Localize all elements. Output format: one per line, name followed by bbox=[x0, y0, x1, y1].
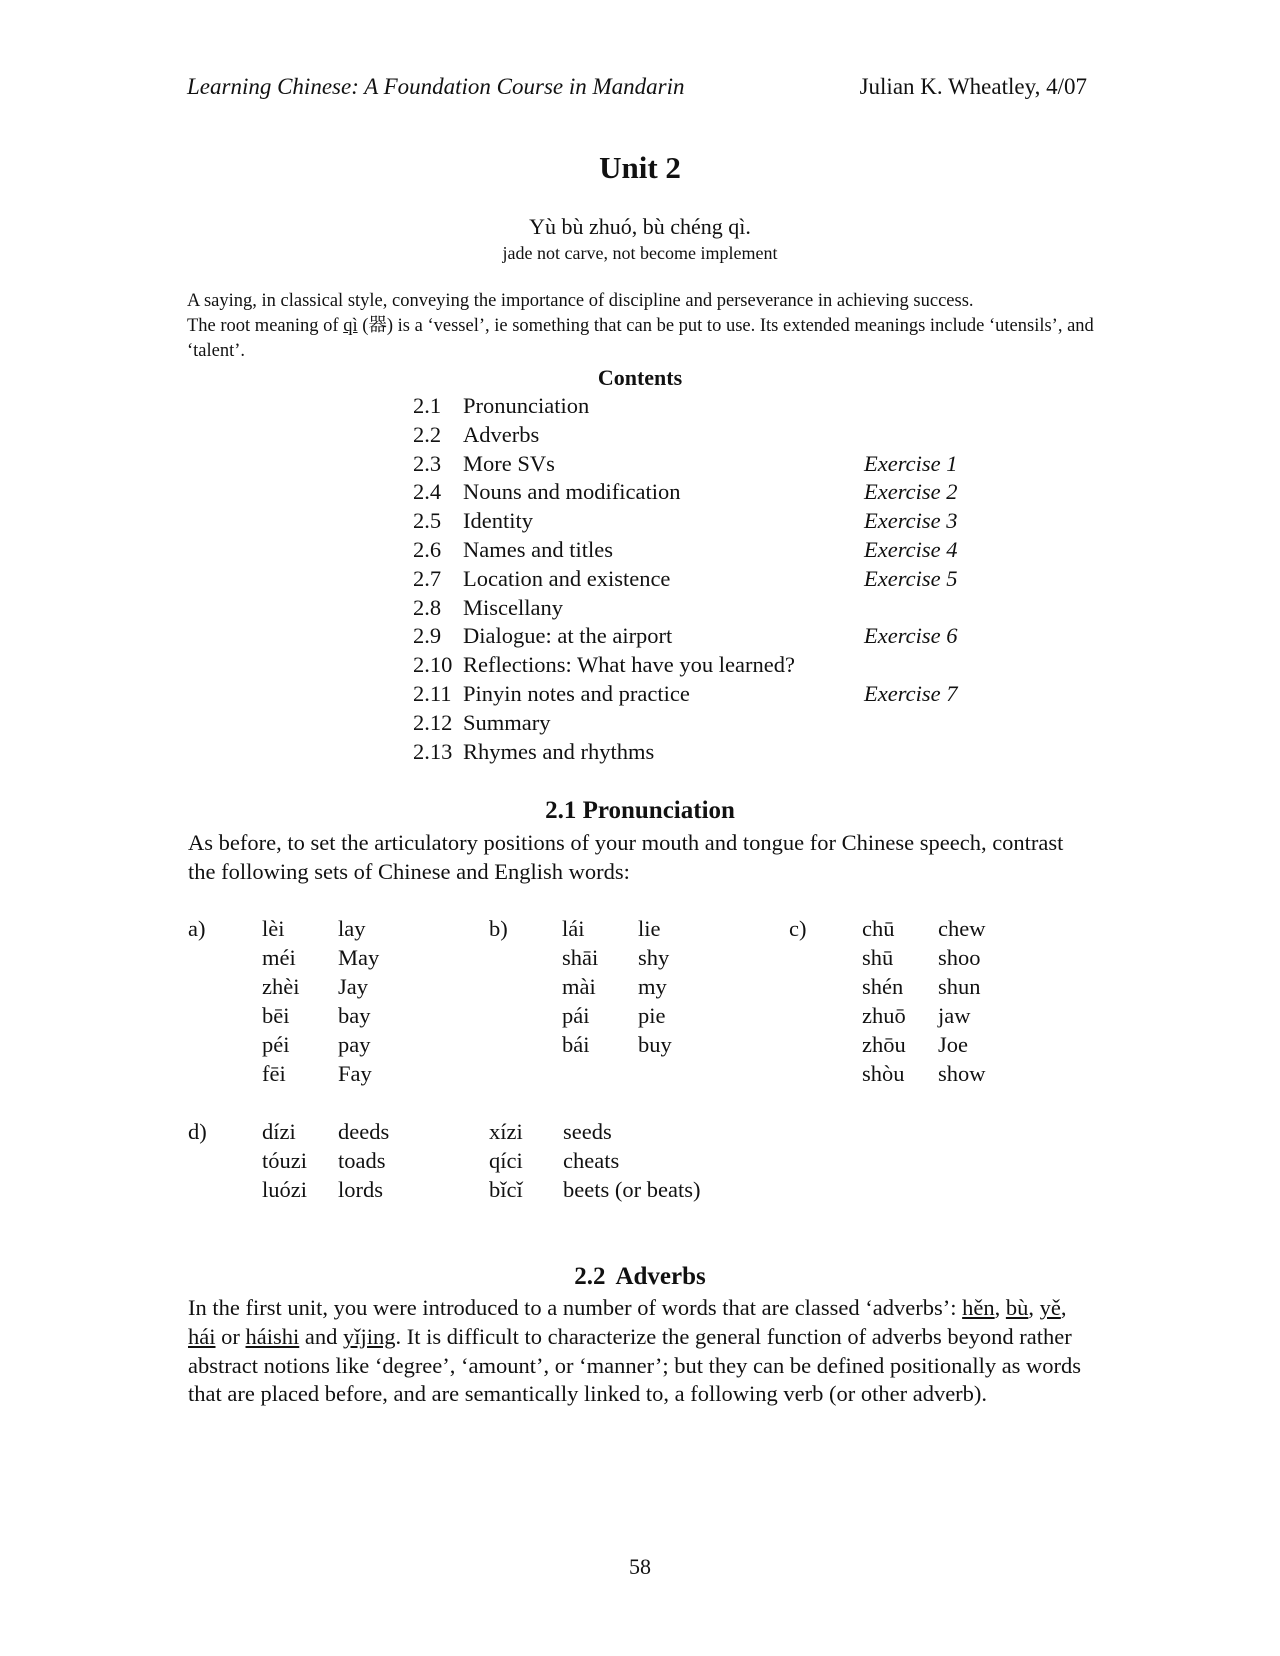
toc-title: Nouns and modification bbox=[463, 479, 681, 505]
group-b-label: b) bbox=[489, 916, 508, 941]
english-word: seeds bbox=[563, 1119, 612, 1144]
intro-qi-char: (器) bbox=[357, 316, 394, 336]
english-word: pay bbox=[338, 1032, 371, 1057]
chinese-word: qíci bbox=[489, 1148, 523, 1173]
toc-exercise: Exercise 5 bbox=[864, 565, 958, 591]
toc-title: Pronunciation bbox=[463, 393, 590, 418]
chinese-word: méi bbox=[262, 945, 296, 970]
adverb-word: háishi bbox=[245, 1323, 300, 1349]
separator: and bbox=[299, 1323, 343, 1349]
toc-title: Identity bbox=[463, 508, 533, 534]
adverb-word: bù bbox=[1005, 1295, 1029, 1320]
separator: , bbox=[994, 1295, 1006, 1320]
english-word: lie bbox=[638, 916, 661, 941]
toc-number: 2.8 bbox=[413, 594, 442, 620]
toc-number: 2.4 bbox=[413, 479, 442, 505]
english-word: shy bbox=[638, 945, 670, 970]
english-word: my bbox=[638, 974, 667, 999]
group-d-label: d) bbox=[188, 1119, 207, 1144]
pronunciation-paragraph: As before, to set the articulatory positions of your mouth and tongue for Chinese speech, contrast the following sets of Chinese and English words: bbox=[188, 830, 1064, 884]
english-word: May bbox=[338, 945, 380, 970]
toc-number: 2.6 bbox=[413, 536, 442, 562]
intro-paragraph bbox=[187, 289, 1097, 364]
chinese-word: shāi bbox=[562, 945, 599, 970]
toc-row[interactable] bbox=[413, 392, 993, 421]
chinese-word: bái bbox=[562, 1032, 590, 1057]
saying-pinyin: Yù bù zhuó, bù chéng qì. bbox=[529, 214, 751, 239]
english-word: beets (or beats) bbox=[563, 1177, 701, 1202]
toc-title: Summary bbox=[463, 709, 551, 735]
chinese-word: shén bbox=[862, 974, 904, 999]
chinese-word: lèi bbox=[262, 916, 285, 941]
adverb-word: yǐjing bbox=[343, 1323, 396, 1349]
english-word: show bbox=[938, 1061, 986, 1086]
toc-title: Reflections: What have you learned? bbox=[463, 652, 795, 678]
book-title: Learning Chinese: A Foundation Course in Mandarin bbox=[187, 74, 685, 99]
chinese-word: zhuō bbox=[862, 1003, 906, 1028]
saying-gloss: jade not carve, not become implement bbox=[502, 243, 778, 263]
toc-title: Adverbs bbox=[463, 421, 540, 447]
toc-exercise: Exercise 3 bbox=[864, 508, 958, 534]
contents-heading: Contents bbox=[597, 365, 683, 390]
toc-row[interactable] bbox=[413, 680, 993, 709]
adverbs-title-number: 2.2 bbox=[574, 1263, 606, 1290]
english-word: Jay bbox=[338, 974, 368, 999]
english-word: lords bbox=[338, 1177, 383, 1202]
chinese-word: dízi bbox=[262, 1119, 296, 1144]
toc-row[interactable] bbox=[413, 421, 993, 450]
english-word: pie bbox=[638, 1003, 666, 1028]
chinese-word: zhèi bbox=[262, 974, 300, 999]
adverbs-paragraph bbox=[188, 1294, 1088, 1409]
toc-title: Pinyin notes and practice bbox=[463, 680, 690, 706]
table-of-contents bbox=[413, 392, 993, 766]
chinese-word: bǐcǐ bbox=[489, 1177, 523, 1202]
toc-row[interactable] bbox=[413, 622, 993, 651]
section-pronunciation-title: 2.1 Pronunciation bbox=[545, 797, 735, 824]
chinese-word: chū bbox=[862, 916, 895, 941]
toc-row[interactable] bbox=[413, 450, 993, 479]
adverb-word: yě bbox=[1039, 1295, 1061, 1320]
chinese-word: xízi bbox=[489, 1119, 523, 1144]
toc-title: Location and existence bbox=[463, 565, 671, 591]
toc-number: 2.13 bbox=[413, 738, 453, 764]
toc-row[interactable] bbox=[413, 594, 993, 623]
separator: , bbox=[1060, 1295, 1067, 1320]
english-word: shun bbox=[938, 974, 981, 999]
toc-number: 2.1 bbox=[413, 393, 442, 418]
toc-number: 2.2 bbox=[413, 421, 442, 447]
english-word: toads bbox=[338, 1148, 386, 1173]
english-word: Fay bbox=[338, 1061, 372, 1086]
section-adverbs-title bbox=[0, 1263, 1280, 1291]
english-word: lay bbox=[338, 916, 366, 941]
intro-qi: qì bbox=[343, 316, 358, 336]
toc-row[interactable] bbox=[413, 507, 993, 536]
adverb-word: hái bbox=[188, 1323, 216, 1349]
toc-exercise: Exercise 7 bbox=[864, 680, 958, 706]
toc-number: 2.12 bbox=[413, 709, 453, 735]
english-word: jaw bbox=[938, 1003, 971, 1028]
toc-row[interactable] bbox=[413, 738, 993, 767]
toc-exercise: Exercise 6 bbox=[864, 623, 958, 649]
toc-row[interactable] bbox=[413, 651, 993, 680]
adverbs-text-start: In the first unit, you were introduced to a number of words that are classed ‘adverbs’: bbox=[188, 1295, 963, 1320]
group-a-label: a) bbox=[188, 916, 206, 941]
toc-number: 2.9 bbox=[413, 623, 442, 649]
chinese-word: luózi bbox=[262, 1177, 307, 1202]
toc-number: 2.10 bbox=[413, 652, 453, 678]
toc-title: Names and titles bbox=[463, 536, 613, 562]
chinese-word: tóuzi bbox=[262, 1148, 307, 1173]
chinese-word: mài bbox=[562, 974, 596, 999]
toc-number: 2.3 bbox=[413, 450, 442, 476]
chinese-word: péi bbox=[262, 1032, 290, 1057]
english-word: Joe bbox=[938, 1032, 968, 1057]
intro-text2-before: The root meaning of bbox=[187, 316, 344, 336]
toc-title: Rhymes and rhythms bbox=[463, 738, 655, 764]
intro-text2-after: is a ‘vessel’, ie something that can be put to use. Its extended meanings include ‘utensils’, and ‘talent’. bbox=[187, 316, 1094, 361]
toc-row[interactable] bbox=[413, 709, 993, 738]
separator: , bbox=[1028, 1295, 1040, 1320]
group-c-label: c) bbox=[789, 916, 807, 941]
page-number: 58 bbox=[629, 1554, 651, 1579]
english-word: cheats bbox=[563, 1148, 620, 1173]
toc-title: Dialogue: at the airport bbox=[463, 623, 673, 649]
toc-row[interactable] bbox=[413, 536, 993, 565]
toc-title: Miscellany bbox=[463, 594, 563, 620]
unit-title: Unit 2 bbox=[599, 150, 681, 185]
adverbs-text-end: . It is difficult to characterize the general function of adverbs beyond rather abstract notions like ‘degree’, ‘amount’, or ‘manner’; but they can be defined positionally as words that are placed before, and are semantically linked to, a following verb (or other adverb). bbox=[188, 1323, 1082, 1407]
chinese-word: fēi bbox=[262, 1061, 286, 1086]
chinese-word: pái bbox=[562, 1003, 590, 1028]
separator: or bbox=[215, 1323, 246, 1349]
toc-number: 2.11 bbox=[413, 680, 452, 706]
toc-exercise: Exercise 4 bbox=[864, 536, 958, 562]
english-word: shoo bbox=[938, 945, 981, 970]
english-word: deeds bbox=[338, 1119, 390, 1144]
toc-exercise: Exercise 1 bbox=[864, 450, 958, 476]
adverbs-title-word: Adverbs bbox=[615, 1263, 706, 1290]
author-date: Julian K. Wheatley, 4/07 bbox=[859, 74, 1087, 99]
adverb-word: hěn bbox=[962, 1295, 995, 1320]
chinese-word: bēi bbox=[262, 1003, 290, 1028]
toc-row[interactable] bbox=[413, 565, 993, 594]
chinese-word: lái bbox=[562, 916, 585, 941]
chinese-word: zhōu bbox=[862, 1032, 906, 1057]
toc-title: More SVs bbox=[463, 450, 555, 476]
toc-number: 2.5 bbox=[413, 508, 442, 534]
toc-number: 2.7 bbox=[413, 565, 442, 591]
intro-line1: A saying, in classical style, conveying the importance of discipline and perseverance in achieving success. bbox=[187, 291, 974, 311]
toc-row[interactable] bbox=[413, 478, 993, 507]
running-header bbox=[187, 74, 1087, 108]
chinese-word: shòu bbox=[862, 1061, 905, 1086]
english-word: buy bbox=[638, 1032, 672, 1057]
toc-exercise: Exercise 2 bbox=[864, 479, 958, 505]
chinese-word: shū bbox=[862, 945, 894, 970]
english-word: chew bbox=[938, 916, 986, 941]
english-word: bay bbox=[338, 1003, 371, 1028]
